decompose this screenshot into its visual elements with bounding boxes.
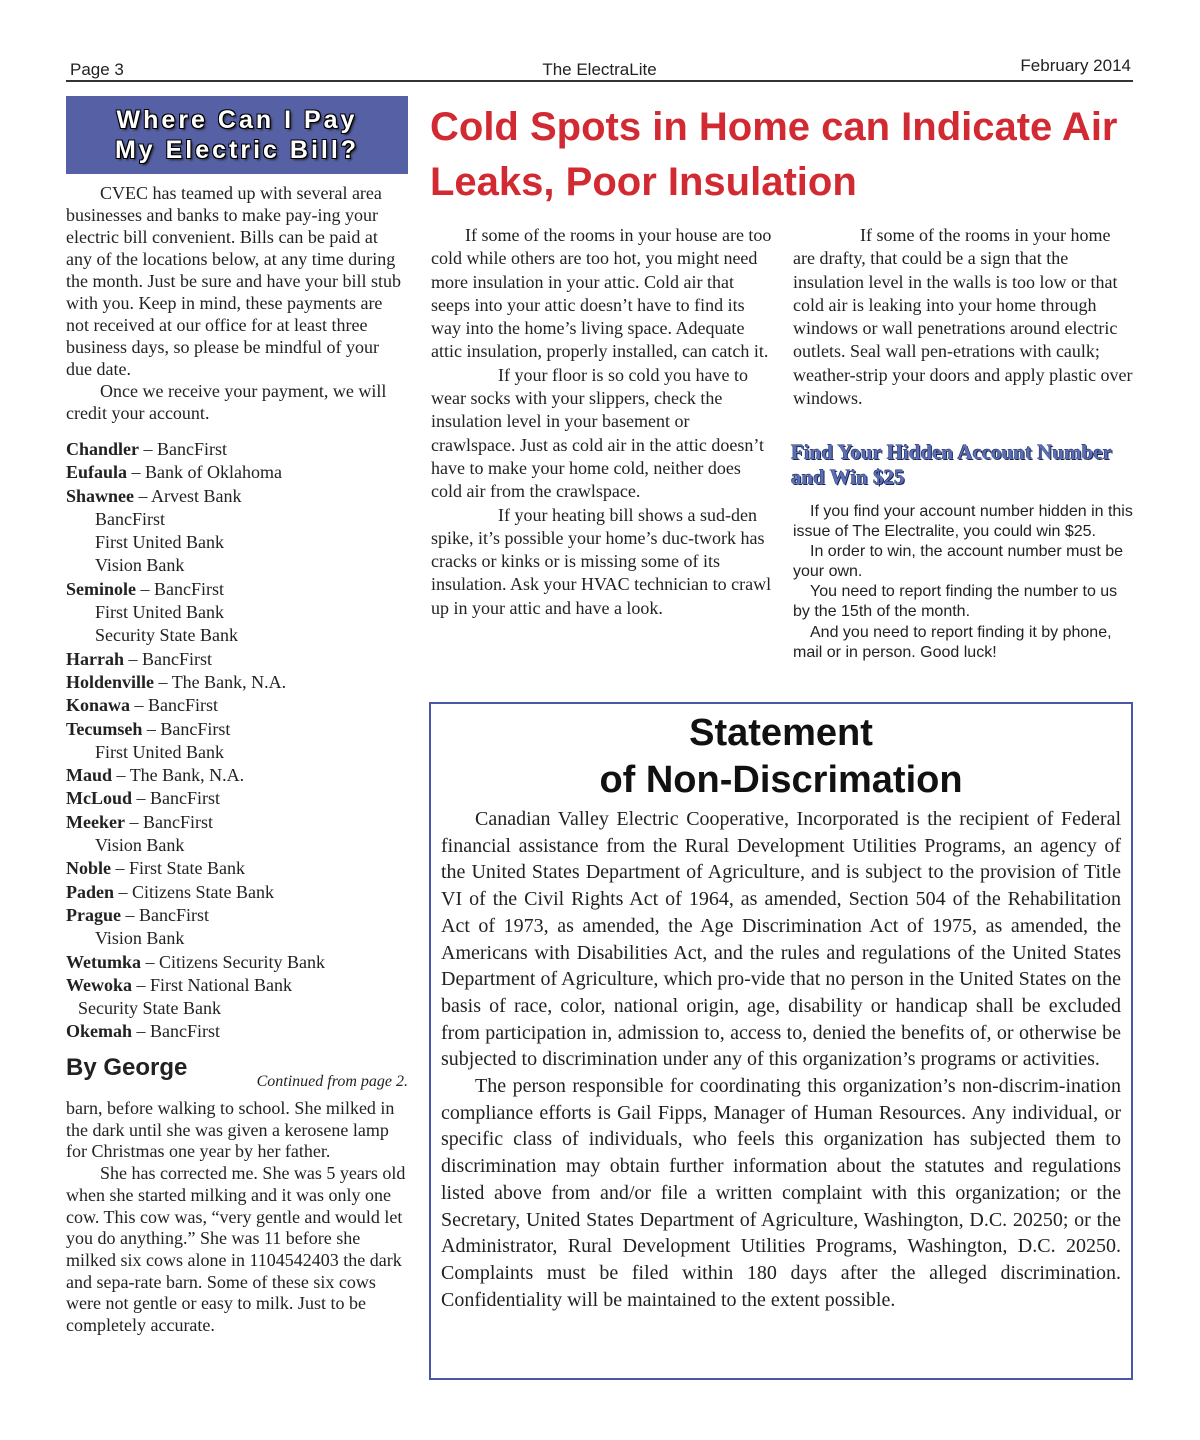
page-number: Page 3: [70, 60, 124, 79]
find-paragraph-4: And you need to report finding it by phone, mail or in person. Good luck!: [793, 623, 1112, 661]
location-bank: First United Bank: [95, 741, 224, 762]
by-george-title: By George: [66, 1054, 188, 1081]
cold-paragraph-1: If some of the rooms in your house are too cold while others are too hot, you might need more insulation in your attic. Cold air that seeps into your attic doesn’t have to find its way into the home’s living space. Adequate attic insulation, properly installed, can catch it.: [431, 225, 772, 362]
non-discrimination-statement-box: [429, 702, 1133, 1380]
location-city: Holdenville: [66, 671, 155, 692]
payment-location-item: [66, 601, 408, 624]
payment-location-item: [66, 578, 408, 601]
location-bank: – BancFirst: [124, 811, 213, 832]
location-bank: – BancFirst: [136, 578, 224, 599]
location-bank: – BancFirst: [142, 718, 231, 739]
location-city: McLoud: [66, 788, 133, 809]
location-city: Prague: [66, 904, 121, 925]
cold-spots-column-1: [431, 224, 773, 620]
location-city: Okemah: [66, 1021, 133, 1042]
location-bank: – The Bank, N.A.: [112, 765, 245, 786]
location-city: Harrah: [66, 648, 124, 669]
payment-location-item: [66, 997, 408, 1020]
location-bank: – BancFirst: [124, 648, 212, 669]
location-city: Shawnee: [66, 485, 135, 506]
location-bank: Vision Bank: [95, 555, 185, 576]
find-paragraph-3: You need to report finding the number to us by the 15th of the month.: [793, 583, 1118, 621]
payment-location-item: [66, 648, 408, 671]
find-paragraph-2: In order to win, the account number must be your own.: [793, 543, 1124, 581]
location-bank: Vision Bank: [95, 835, 185, 856]
cold-spots-headline: Cold Spots in Home can Indicate Air Leaks, Poor Insulation: [430, 105, 1118, 204]
location-city: Meeker: [66, 811, 125, 832]
cold-paragraph-3: If your heating bill shows a sud-den spike, it’s possible your home’s duc-twork has cracks or kinks or is missing some of its insulation. Ask your HVAC technician to crawl up in your attic and have a look.: [431, 504, 772, 618]
payment-location-item: [66, 531, 408, 554]
location-bank: Security State Bank: [95, 625, 238, 646]
george-paragraph-2: She has corrected me. She was 5 years old when she started milking and it was only one cow. This cow was, “very gentle and would let you do anything.” She was 11 before she milked six cows alone in 1104542403 the dark and sepa-rate barn. Some of these six cows were not gentle or easy to milk. Just to be completely accurate.: [66, 1163, 406, 1336]
location-city: Noble: [66, 858, 111, 879]
payment-location-item: [66, 1020, 408, 1043]
location-bank: – BancFirst: [139, 439, 228, 459]
location-city: Paden: [66, 881, 115, 902]
pay-bill-section: [66, 96, 408, 1044]
location-bank: – BancFirst: [130, 695, 219, 716]
statement-title-line1: Statement: [689, 712, 873, 754]
statement-body: [441, 806, 1121, 1313]
location-bank: – Citizens State Bank: [114, 881, 274, 902]
payment-location-item: [66, 671, 408, 694]
by-george-section: [66, 1054, 408, 1337]
pay-credit-paragraph: Once we receive your payment, we will credit your account.: [66, 381, 387, 423]
issue-date: February 2014: [1020, 56, 1131, 75]
payment-location-item: [66, 904, 408, 927]
cold-paragraph-2: If your floor is so cold you have to wear socks with your slippers, check the insulation level in your basement or crawlspace. Just as cold air in the attic doesn’t have to make your home cold, neither does cold air from the crawlspace.: [431, 364, 765, 502]
location-city: Chandler: [66, 439, 140, 459]
payment-location-item: [66, 438, 408, 461]
payment-location-item: [66, 624, 408, 647]
find-account-heading: Find Your Hidden Account Number and Win $25: [791, 440, 1112, 489]
statement-title: [431, 710, 1131, 804]
statement-title-line2: of Non-Discrimation: [599, 759, 963, 801]
payment-location-item: [66, 974, 408, 997]
payment-location-item: [66, 811, 408, 834]
payment-location-item: [66, 857, 408, 880]
location-city: Seminole: [66, 578, 136, 599]
payment-location-item: [66, 787, 408, 810]
payment-location-item: [66, 834, 408, 857]
location-bank: Security State Bank: [78, 998, 221, 1019]
payment-location-item: [66, 927, 408, 950]
payment-location-item: [66, 951, 408, 974]
location-city: Wetumka: [66, 951, 142, 972]
payment-location-item: [66, 508, 408, 531]
location-bank: – Citizens Security Bank: [141, 951, 325, 972]
location-bank: – Bank of Oklahoma: [127, 462, 282, 483]
george-paragraph-1: barn, before walking to school. She milked in the dark until she was given a kerosene lamp for Christmas one year by her father.: [66, 1098, 395, 1162]
location-bank: Vision Bank: [95, 928, 185, 949]
location-city: Konawa: [66, 695, 131, 716]
location-city: Eufaula: [66, 462, 128, 483]
location-bank: – BancFirst: [120, 904, 209, 925]
statement-paragraph-1: Canadian Valley Electric Cooperative, Incorporated is the recipient of Federal financial assistance from the Rural Development Utilities Programs, an agency of the United States Department of Agriculture, and is subject to the provision of Title VI of the Civil Rights Act of 1964, as amended, Section 504 of the Rehabilitation Act of 1973, as amended, the Age Discrimination Act of 1975, as amended, the Americans with Disabilities Act, and the rules and regulations of the United States Department of Agriculture, which pro-vide that no person in the United States on the basis of race, color, national origin, age, disability or handicap shall be excluded from participation in, admission to, access to, denied the benefits of, or otherwise be subjected to discrimination under any of this organization’s programs or activities.: [441, 808, 1121, 1071]
newsletter-title: The ElectraLite: [542, 60, 657, 79]
payment-location-item: [66, 718, 408, 741]
payment-location-item: [66, 881, 408, 904]
payment-location-item: [66, 485, 408, 508]
payment-location-item: [66, 694, 408, 717]
location-bank: – First National Bank: [132, 974, 293, 995]
location-bank: – Arvest Bank: [134, 485, 242, 506]
payment-location-item: [66, 554, 408, 577]
find-account-body: [793, 502, 1138, 663]
pay-heading-line1: Where Can I Pay: [116, 106, 358, 134]
continued-note: Continued from page 2.: [256, 1073, 408, 1090]
cold-paragraph-4: If some of the rooms in your home are drafty, that could be a sign that the insulation level in the walls is too low or that cold air is leaking into your home through windows or wall penetrations around electric outlets. Seal wall pen-etrations with caulk; weather-strip your doors and apply plastic over windows.: [793, 225, 1133, 409]
statement-paragraph-2: The person responsible for coordinating this organization’s non-discrim-ination compliance efforts is Gail Fipps, Manager of Human Resources. Any individual, or specific class of individuals, who feels this organization has subjected them to discrimination may obtain further information about the statutes and regulations listed above from and/or file a written complaint with this organization; or the Secretary, United States Department of Agriculture, Washington, D.C. 20250; or the Administrator, Rural Development Utilities Programs, Washington, D.C. 20250. Complaints must be filed within 180 days after the alleged discrimination. Confidentiality will be maintained to the extent possible.: [441, 1075, 1121, 1311]
cold-spots-column-2: [793, 224, 1133, 410]
find-paragraph-1: If you find your account number hidden in this issue of The Electralite, you could win $25.: [793, 503, 1133, 541]
payment-location-item: [66, 764, 408, 787]
page-header: [66, 56, 1133, 82]
location-bank: – The Bank, N.A.: [154, 671, 287, 692]
payment-location-item: [66, 461, 408, 484]
location-bank: – BancFirst: [132, 788, 221, 809]
pay-intro-paragraph: CVEC has teamed up with several area businesses and banks to make pay-ing your electric bill convenient. Bills can be paid at any of the locations below, at any time during the month. Just be sure and have your bill stub with you. Keep in mind, these payments are not received at our office for at least three business days, so please be mindful of your due date.: [66, 183, 401, 379]
location-bank: First United Bank: [95, 532, 224, 553]
location-city: Tecumseh: [66, 718, 143, 739]
location-city: Wewoka: [66, 974, 133, 995]
location-city: Maud: [66, 765, 113, 786]
location-bank: BancFirst: [95, 508, 165, 529]
payment-location-item: [66, 741, 408, 764]
payment-locations-list: [66, 438, 408, 1044]
location-bank: First United Bank: [95, 602, 224, 623]
location-bank: – First State Bank: [111, 858, 245, 879]
pay-heading-line2: My Electric Bill?: [114, 136, 360, 164]
location-bank: – BancFirst: [132, 1021, 221, 1042]
pay-bill-heading: [66, 96, 408, 174]
